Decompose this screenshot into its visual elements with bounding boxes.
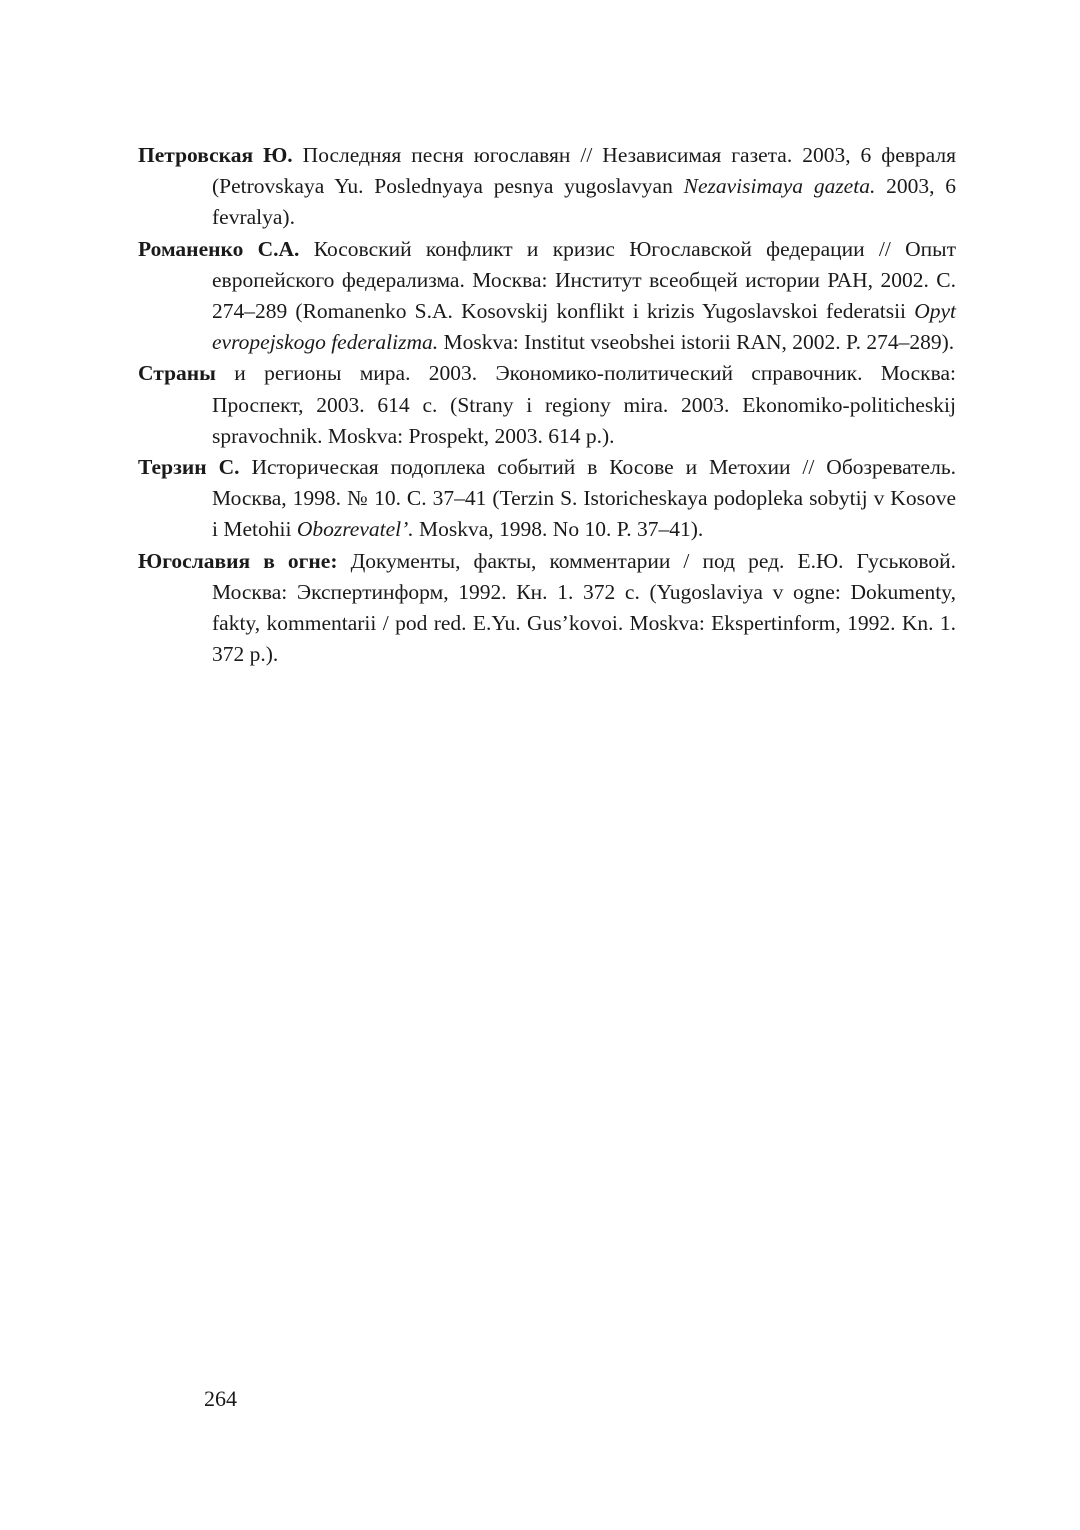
- reference-text: и регионы мира. 2003. Экономико-политический справочник. Москва: Проспект, 2003. 614 с. (Strany i regiony mira. 2003. Ekonomiko-politicheskij spravochnik. Moskva: Prospekt, 2003. 614 p.).: [212, 361, 956, 448]
- reference-text-tail: Moskva, 1998. No 10. P. 37–41).: [413, 517, 704, 542]
- reference-text: Последняя песня югославян // Независимая газета. 2003, 6 февраля (Petrovskaya Yu. Poslednyaya pesnya yugoslavyan: [212, 143, 956, 199]
- reference-text-tail: 2003, 6 fevralya).: [212, 174, 957, 230]
- reference-entry-petrovskaya: [138, 140, 956, 234]
- reference-source-title: Nezavisimaya gazeta.: [683, 174, 876, 199]
- reference-entry-terzin: [138, 452, 956, 546]
- reference-source-title: Obozrevatel’.: [296, 517, 414, 542]
- reference-text: Документы, факты, комментарии / под ред. Е.Ю. Гуськовой. Москва: Экспертинформ, 1992. Кн. 1. 372 с. (Yugoslaviya v ogne: Dokumenty, fakty, kommentarii / pod red. E.Yu. Gus’kovoi. Moskva: Ekspertinform, 1992. Kn. 1. 372 p.).: [212, 548, 956, 667]
- reference-text-tail: Moskva: Institut vseobshei istorii RAN, 2002. P. 274–289).: [438, 330, 955, 355]
- reference-author: Страны: [138, 361, 216, 386]
- reference-text: Историческая подоплека событий в Косове и Метохии // Обозреватель. Москва, 1998. № 10. С. 37–41 (Terzin S. Istoricheskaya podopleka sobytij v Kosove i Metohii: [212, 455, 956, 542]
- reference-entry-strany: [138, 358, 956, 452]
- reference-entry-romanenko: [138, 234, 956, 359]
- page-number: 264: [204, 1386, 237, 1411]
- reference-source-title: Opyt evropejskogo federalizma.: [212, 299, 956, 355]
- reference-list: [138, 140, 956, 670]
- reference-author: Романенко С.А.: [138, 236, 300, 261]
- reference-text: Косовский конфликт и кризис Югославской федерации // Опыт европейского федерализма. Москва: Институт всеобщей истории РАН, 2002. С. 274–289 (Romanenko S.A. Kosovskij konflikt i krizis Yugoslavskoi federatsii: [212, 236, 956, 324]
- reference-author: Югославия в огне:: [138, 548, 338, 573]
- reference-author: Терзин С.: [138, 455, 240, 480]
- reference-author: Петровская Ю.: [138, 143, 293, 167]
- reference-entry-yugoslaviya: [138, 546, 956, 671]
